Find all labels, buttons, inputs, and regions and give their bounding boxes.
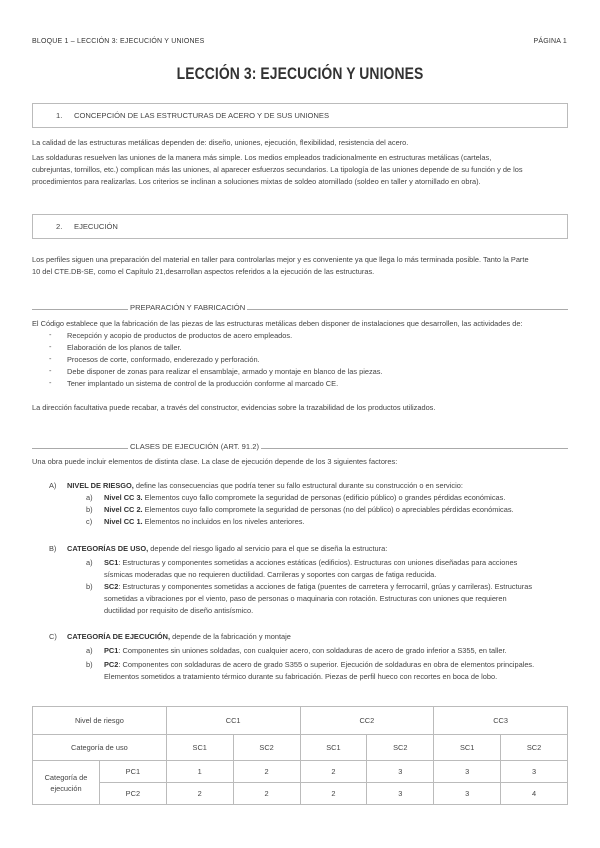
header-cc3: CC3: [434, 707, 568, 735]
running-header-left: BLOQUE 1 – LECCIÓN 3: EJECUCIÓN Y UNIONES: [32, 38, 205, 45]
cc3-text: Elementos cuyo fallo compromete la seguridad de personas (edificio público) o grandes pérdidas económicas.: [142, 493, 506, 502]
bullet-dash: -: [49, 330, 52, 339]
pc1-text: : Componentes sin uniones soldadas, con cualquier acero, con soldaduras de acero de grado inferior a S355, en taller.: [118, 646, 507, 655]
sc1-line-2: sísmicas moderadas que no requieren ductilidad. Carrileras y soportes con cargas de fatiga reducida.: [104, 570, 437, 579]
pc1-label: PC1: [104, 646, 119, 655]
list-mark: a): [86, 558, 93, 567]
sc-header: SC1: [166, 735, 233, 761]
prep-closing: La dirección facultativa puede recabar, a través del constructor, evidencias sobre la trazabilidad de los productos utilizados.: [32, 403, 436, 412]
pc2-item: [104, 659, 534, 671]
header-categoria-uso: Categoría de uso: [33, 735, 167, 761]
prep-item: Elaboración de los planos de taller.: [67, 343, 182, 352]
section-1-heading: [32, 103, 568, 128]
prep-divider: [32, 309, 568, 310]
sc-header: SC2: [367, 735, 434, 761]
section-2-heading: [32, 214, 568, 239]
factor-a: [67, 480, 463, 492]
factor-a-letter: A): [49, 481, 57, 490]
table-cell: 3: [434, 761, 501, 783]
sc2-text: : Estructuras y componentes sometidas a acciones de fatiga (puentes de carretera y ferrocarril, grúas y carrileras). Estructuras: [118, 582, 533, 591]
pc2-line-2: Elementos sometidos a tratamiento térmico durante su fabricación. Piezas de perfil hueco con recortes en boca de lobo.: [104, 672, 498, 681]
factor-a-title: NIVEL DE RIESGO,: [67, 481, 134, 490]
cc1-item: [104, 516, 305, 528]
section-1-line-1: La calidad de las estructuras metálicas dependen de: diseño, uniones, ejecución, flexibilidad, resistencia del acero.: [32, 138, 409, 147]
prep-heading: PREPARACIÓN Y FABRICACIÓN: [130, 303, 246, 312]
header-cc1: CC1: [166, 707, 300, 735]
sc1-text: : Estructuras y componentes sometidas a acciones estáticas (edificios). Estructuras con uniones diseñadas para acciones: [118, 558, 518, 567]
prep-intro: El Código establece que la fabricación de las piezas de las estructuras metálicas deben disponer de instalaciones que desarrollen, las actividades de:: [32, 319, 523, 328]
section-1-number: 1.: [56, 111, 63, 120]
sc-header: SC2: [501, 735, 568, 761]
table-cell: 3: [501, 761, 568, 783]
sc1-item: [104, 557, 517, 569]
table-cell: 3: [367, 783, 434, 805]
prep-item: Recepción y acopio de productos de productos de acero empleados.: [67, 331, 293, 340]
pc1-item: [104, 645, 507, 657]
section-1-line-2: Las soldaduras resuelven las uniones de la manera más simple. Los medios empleados tradicionalmente en estructuras metálicas (cartelas,: [32, 153, 492, 162]
list-mark: c): [86, 517, 93, 526]
section-2-line-1: Los perfiles siguen una preparación del material en taller para controlarlas mejor y es conveniente ya que llega lo más terminada posible. Tanto la Parte: [32, 255, 529, 264]
table-cell: 3: [434, 783, 501, 805]
sc2-line-3: ductilidad por requisito de diseño antisísmico.: [104, 606, 254, 615]
cc1-label: Nivel CC 1.: [104, 517, 143, 526]
table-cell: 4: [501, 783, 568, 805]
page-title: LECCIÓN 3: EJECUCIÓN Y UNIONES: [176, 64, 424, 83]
pc2-text: : Componentes con soldaduras de acero de grado S355 o superior. Ejecución de soldaduras en obra de elementos principales.: [118, 660, 535, 669]
factor-c-title: CATEGORÍA DE EJECUCIÓN,: [67, 632, 171, 641]
page-number: PÁGINA 1: [533, 38, 567, 45]
factor-c-letter: C): [49, 632, 57, 641]
sc-header: SC2: [233, 735, 300, 761]
sc2-label: SC2: [104, 582, 119, 591]
execution-class-table: [32, 706, 568, 805]
factor-a-desc: define las consecuencias que podría tener su fallo estructural durante su construcción o en servicio:: [133, 481, 463, 490]
cc3-item: [104, 492, 505, 504]
section-1-title: CONCEPCIÓN DE LAS ESTRUCTURAS DE ACERO Y DE SUS UNIONES: [74, 111, 330, 120]
sc2-item: [104, 581, 532, 593]
prep-item: Procesos de corte, conformado, enderezado y perforación.: [67, 355, 260, 364]
sc2-line-2: sometidas a vibraciones por el viento, paso de personas o maquinaria con rotación. Estructuras con uniones que requieren: [104, 594, 507, 603]
factor-b-letter: B): [49, 544, 57, 553]
sc-header: SC1: [434, 735, 501, 761]
list-mark: b): [86, 505, 93, 514]
row-label-pc1: PC1: [99, 761, 166, 783]
row-label-pc2: PC2: [99, 783, 166, 805]
table-cell: 2: [233, 783, 300, 805]
bullet-dash: -: [49, 378, 52, 387]
factor-c: [67, 631, 291, 643]
pc2-label: PC2: [104, 660, 119, 669]
factor-b-title: CATEGORÍAS DE USO,: [67, 544, 149, 553]
header-nivel-riesgo: Nivel de riesgo: [33, 707, 167, 735]
header-categoria-ejecucion: Categoría de ejecución: [33, 761, 100, 805]
table-cell: 2: [300, 783, 367, 805]
bullet-dash: -: [49, 342, 52, 351]
cc2-text: Elementos cuyo fallo compromete la seguridad de personas (no del público) o apreciables pérdidas económicas.: [142, 505, 514, 514]
table-cell: 1: [166, 761, 233, 783]
list-mark: b): [86, 582, 93, 591]
table-cell: 2: [233, 761, 300, 783]
table-cell: 2: [300, 761, 367, 783]
section-1-line-3: cubrejuntas, tornillos, etc.) complican más las uniones, al aparecer esfuerzos secundarios. La tipología de las uniones depende de su función y de los: [32, 165, 523, 174]
factor-b-desc: depende del riesgo ligado al servicio para el que se diseña la estructura:: [148, 544, 388, 553]
clases-divider: [32, 448, 568, 449]
list-mark: a): [86, 646, 93, 655]
cc2-item: [104, 504, 514, 516]
bullet-dash: -: [49, 366, 52, 375]
section-2-title: EJECUCIÓN: [74, 222, 118, 231]
bullet-dash: -: [49, 354, 52, 363]
list-mark: b): [86, 660, 93, 669]
section-2-line-2: 10 del CTE.DB-SE, como el Capítulo 21,desarrollan aspectos referidos a la ejecución de las estructuras.: [32, 267, 375, 276]
cc3-label: Nivel CC 3.: [104, 493, 143, 502]
table-cell: 3: [367, 761, 434, 783]
cc2-label: Nivel CC 2.: [104, 505, 143, 514]
sc1-label: SC1: [104, 558, 119, 567]
clases-intro: Una obra puede incluir elementos de distinta clase. La clase de ejecución depende de los 3 siguientes factores:: [32, 457, 398, 466]
factor-c-desc: depende de la fabricación y montaje: [170, 632, 291, 641]
table-cell: 2: [166, 783, 233, 805]
sc-header: SC1: [300, 735, 367, 761]
clases-heading: CLASES DE EJECUCIÓN (ART. 91.2): [130, 442, 259, 451]
section-2-number: 2.: [56, 222, 63, 231]
cc1-text: Elementos no incluidos en los niveles anteriores.: [142, 517, 305, 526]
prep-item: Tener implantado un sistema de control de la producción conforme al marcado CE.: [67, 379, 339, 388]
factor-b: [67, 543, 387, 555]
prep-item: Debe disponer de zonas para realizar el ensamblaje, armado y montaje en blanco de las piezas.: [67, 367, 383, 376]
section-1-line-4: procedimientos para realizarlas. Los criterios se inclinan a soluciones mixtas de soldeo atornillado (soldeo en taller y atornillado en obra).: [32, 177, 481, 186]
header-cc2: CC2: [300, 707, 434, 735]
list-mark: a): [86, 493, 93, 502]
